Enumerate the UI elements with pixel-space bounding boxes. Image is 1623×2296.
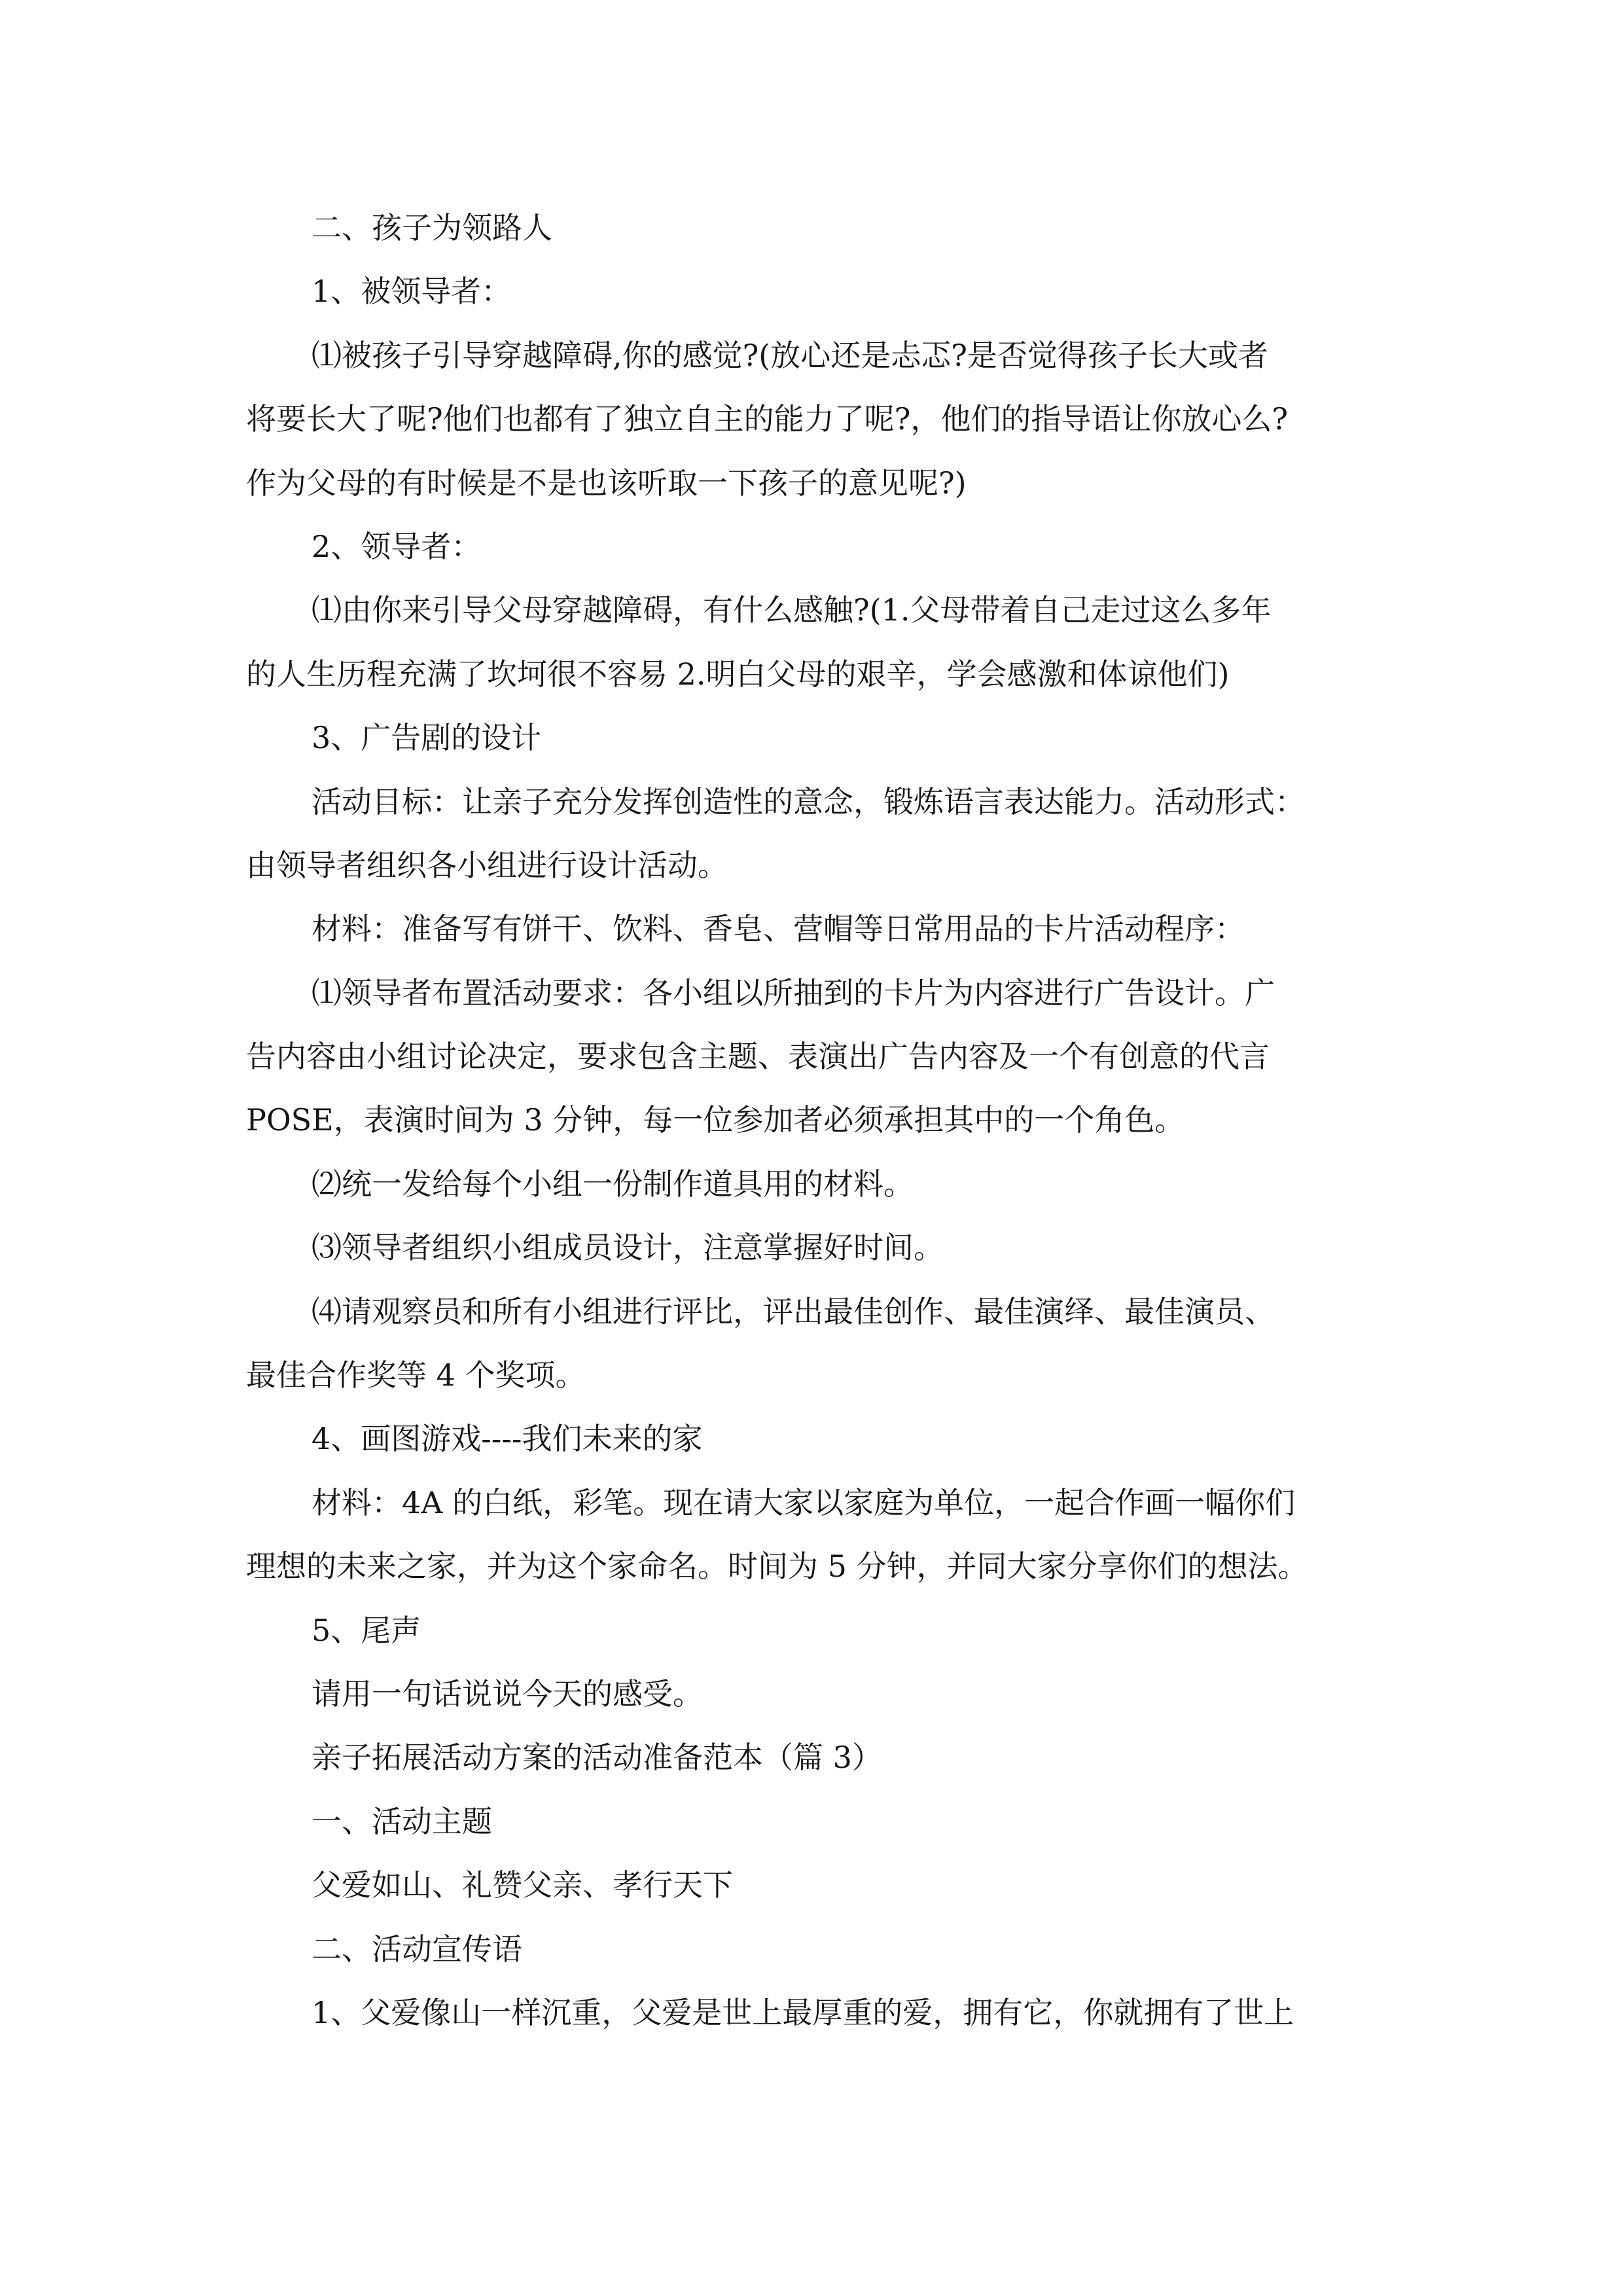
paragraph-line: ⑷请观察员和所有小组进行评比，评出最佳创作、最佳演绎、最佳演员、 bbox=[312, 1293, 1275, 1329]
subsection-heading: 1、被领导者： bbox=[312, 274, 512, 310]
paragraph-line: 材料：4A 的白纸，彩笔。现在请大家以家庭为单位，一起合作画一幅你们 bbox=[312, 1484, 1296, 1520]
paragraph-line: 1、父爱像山一样沉重，父爱是世上最厚重的爱，拥有它，你就拥有了世上 bbox=[312, 1994, 1294, 2030]
paragraph-line: 活动目标：让亲子充分发挥创造性的意念，锻炼语言表达能力。活动形式： bbox=[312, 783, 1305, 819]
paragraph-line: ⑵统一发给每个小组一份制作道具用的材料。 bbox=[312, 1166, 914, 1202]
subsection-heading: 3、广告剧的设计 bbox=[312, 720, 542, 756]
section-heading: 一、活动主题 bbox=[312, 1803, 492, 1839]
paragraph-line: ⑶领导者组织小组成员设计，注意掌握好时间。 bbox=[312, 1230, 944, 1266]
subsection-heading: 2、领导者： bbox=[312, 528, 482, 564]
paragraph-line: 最佳合作奖等 4 个奖项。 bbox=[246, 1357, 586, 1393]
section-heading: 二、孩子为领路人 bbox=[312, 210, 552, 245]
document-title: 亲子拓展活动方案的活动准备范本（篇 3） bbox=[312, 1740, 882, 1776]
paragraph-line: 告内容由小组讨论决定，要求包含主题、表演出广告内容及一个有创意的代言 bbox=[246, 1039, 1270, 1075]
paragraph-line: ⑴领导者布置活动要求：各小组以所抽到的卡片为内容进行广告设计。广 bbox=[312, 975, 1275, 1011]
paragraph-line: 理想的未来之家，并为这个家命名。时间为 5 分钟，并同大家分享你们的想法。 bbox=[246, 1549, 1308, 1585]
paragraph-line: 材料：准备写有饼干、饮料、香皂、营帽等日常用品的卡片活动程序： bbox=[312, 911, 1245, 947]
paragraph-line: 由领导者组织各小组进行设计活动。 bbox=[246, 847, 728, 883]
paragraph-line: ⑴由你来引导父母穿越障碍，有什么感触?(1.父母带着自己走过这么多年 bbox=[312, 592, 1272, 628]
paragraph-line: 将要长大了呢?他们也都有了独立自主的能力了呢?，他们的指导语让你放心么? bbox=[246, 401, 1288, 437]
paragraph-line: 请用一句话说说今天的感受。 bbox=[312, 1676, 703, 1712]
paragraph-line: 父爱如山、礼赞父亲、孝行天下 bbox=[312, 1867, 733, 1903]
paragraph-line: ⑴被孩子引导穿越障碍,你的感觉?(放心还是忐忑?是否觉得孩子长大或者 bbox=[312, 337, 1268, 373]
subsection-heading: 4、画图游戏----我们未来的家 bbox=[312, 1421, 703, 1457]
paragraph-line: 的人生历程充满了坎坷很不容易 2.明白父母的艰辛，学会感激和体谅他们) bbox=[246, 656, 1230, 692]
subsection-heading: 5、尾声 bbox=[312, 1612, 421, 1648]
document-body bbox=[246, 196, 1398, 2045]
paragraph-line: POSE，表演时间为 3 分钟，每一位参加者必须承担其中的一个角色。 bbox=[246, 1102, 1185, 1138]
section-heading: 二、活动宣传语 bbox=[312, 1931, 522, 1967]
paragraph-line: 作为父母的有时候是不是也该听取一下孩子的意见呢?) bbox=[246, 465, 967, 501]
